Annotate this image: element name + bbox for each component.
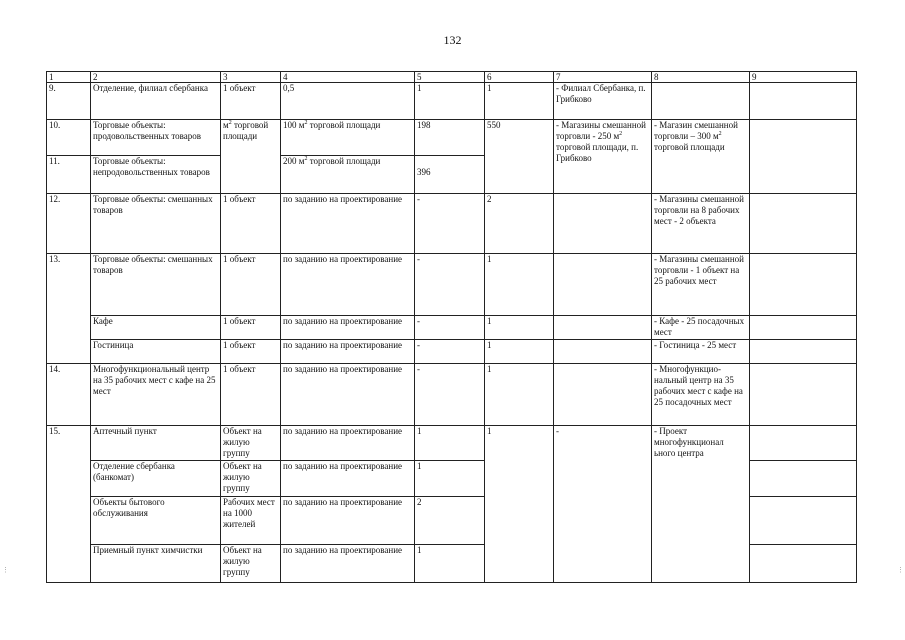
value-cell [415, 156, 485, 194]
row-number: 11. [47, 156, 91, 194]
capacity-cell: по заданию на проектирование [281, 340, 415, 364]
object-name: Кафе [91, 316, 221, 340]
capacity-cell: по заданию на проектирование [281, 254, 415, 316]
value-cell: 1 [485, 316, 554, 340]
capacity-cell: по заданию на проектирование [281, 316, 415, 340]
object-name: Отделение сбербанка (банкомат) [91, 461, 221, 497]
capacity-cell: 100 $м^2$ торговой площади [281, 120, 415, 156]
location-cell [554, 316, 652, 340]
project-cell: - Гостиница - 25 мест [652, 340, 750, 364]
row-number: 13. [47, 254, 91, 364]
project-cell: - Магазины смешанной торговли - 1 объект на 25 рабочих мест [652, 254, 750, 316]
value-cell: 1 [415, 461, 485, 497]
location-cell [554, 340, 652, 364]
empty-cell [750, 426, 857, 461]
scan-edge-mark: ⋮ [897, 566, 904, 574]
col-header: 4 [281, 72, 415, 83]
col-header: 3 [221, 72, 281, 83]
row-number: 9. [47, 83, 91, 120]
table-row [47, 364, 857, 426]
value-cell: 1 [485, 340, 554, 364]
unit-cell: Объект на жилую группу [221, 545, 281, 583]
empty-cell [750, 194, 857, 254]
unit-cell: 1 объект [221, 83, 281, 120]
location-cell [554, 254, 652, 316]
col-header: 5 [415, 72, 485, 83]
col-header: 6 [485, 72, 554, 83]
value-cell: - [415, 194, 485, 254]
header-row [47, 72, 857, 83]
value-cell: 1 [415, 545, 485, 583]
table-row [47, 254, 857, 316]
table-row [47, 83, 857, 120]
row-number: 14. [47, 364, 91, 426]
location-cell [554, 194, 652, 254]
col-header: 1 [47, 72, 91, 83]
project-cell: - Проект многофункционал ьного центра [652, 426, 750, 583]
unit-cell: Объект на жилую группу [221, 426, 281, 461]
value-text: 396 [417, 167, 431, 177]
project-cell: - Кафе - 25 посадочных мест [652, 316, 750, 340]
value-cell: 1 [485, 254, 554, 316]
capacity-cell: 200 $м^2$ торговой площади [281, 156, 415, 194]
unit-cell: $м^2$ торговой площади [221, 120, 281, 194]
unit-cell: 1 объект [221, 364, 281, 426]
empty-cell [750, 254, 857, 316]
object-name: Многофункциональный центр на 35 рабочих мест с кафе на 25 мест [91, 364, 221, 426]
capacity-cell: по заданию на проектирование [281, 364, 415, 426]
empty-cell [750, 340, 857, 364]
empty-cell [750, 497, 857, 545]
capacity-cell: по заданию на проектирование [281, 426, 415, 461]
row-number: 15. [47, 426, 91, 583]
value-cell: 2 [415, 497, 485, 545]
value-cell: 1 [485, 426, 554, 583]
table-row [47, 340, 857, 364]
value-cell: - [415, 254, 485, 316]
location-cell: - Филиал Сбербанка, п. Грибково [554, 83, 652, 120]
object-name: Торговые объекты: смешанных товаров [91, 254, 221, 316]
value-cell: - [415, 316, 485, 340]
unit-cell: 1 объект [221, 194, 281, 254]
object-name: Торговые объекты: смешанных товаров [91, 194, 221, 254]
project-cell: - Магазины смешанной торговли на 8 рабочих мест - 2 объекта [652, 194, 750, 254]
empty-cell [750, 316, 857, 340]
value-cell: 1 [415, 426, 485, 461]
capacity-cell: 0,5 [281, 83, 415, 120]
unit-cell: Объект на жилую группу [221, 461, 281, 497]
unit-cell: 1 объект [221, 316, 281, 340]
capacity-cell: по заданию на проектирование [281, 545, 415, 583]
empty-cell [750, 461, 857, 497]
unit-cell: Рабочих мест на 1000 жителей [221, 497, 281, 545]
capacity-cell: по заданию на проектирование [281, 194, 415, 254]
col-header: 2 [91, 72, 221, 83]
scan-edge-mark: ⋮ [2, 566, 9, 574]
table-row [47, 426, 857, 461]
object-name: Торговые объекты: непродовольственных товаров [91, 156, 221, 194]
object-name: Приемный пункт химчистки [91, 545, 221, 583]
value-cell: 1 [485, 83, 554, 120]
value-cell: - [415, 340, 485, 364]
project-cell: - Многофункцио-нальный центр на 35 рабочих мест с кафе на 25 посадочных мест [652, 364, 750, 426]
value-cell: 2 [485, 194, 554, 254]
col-header: 8 [652, 72, 750, 83]
table-row [47, 194, 857, 254]
empty-cell [750, 120, 857, 194]
table-row [47, 120, 857, 156]
project-cell: - Магазин смешанной торговли – 300 $м^2$ торговой площади [652, 120, 750, 194]
col-header: 9 [750, 72, 857, 83]
row-number: 12. [47, 194, 91, 254]
capacity-cell: по заданию на проектирование [281, 461, 415, 497]
object-name: Торговые объекты: продовольственных товаров [91, 120, 221, 156]
location-cell: - [554, 426, 652, 583]
value-cell: 1 [485, 364, 554, 426]
value-cell: 550 [485, 120, 554, 194]
empty-cell [750, 364, 857, 426]
object-name: Отделение, филиал сбербанка [91, 83, 221, 120]
table-row [47, 316, 857, 340]
project-cell [652, 83, 750, 120]
col-header: 7 [554, 72, 652, 83]
empty-cell [750, 83, 857, 120]
value-cell: 198 [415, 120, 485, 156]
location-cell [554, 364, 652, 426]
planning-table [46, 71, 857, 583]
unit-cell: 1 объект [221, 254, 281, 316]
object-name: Гостиница [91, 340, 221, 364]
row-number: 10. [47, 120, 91, 156]
capacity-cell: по заданию на проектирование [281, 497, 415, 545]
value-cell: - [415, 364, 485, 426]
unit-cell: 1 объект [221, 340, 281, 364]
object-name: Объекты бытового обслуживания [91, 497, 221, 545]
object-name: Аптечный пункт [91, 426, 221, 461]
location-cell: - Магазины смешанной торговли - 250 $м^2$ торговой площади, п. Грибково [554, 120, 652, 194]
value-cell: 1 [415, 83, 485, 120]
empty-cell [750, 545, 857, 583]
page-number: 132 [443, 33, 462, 47]
